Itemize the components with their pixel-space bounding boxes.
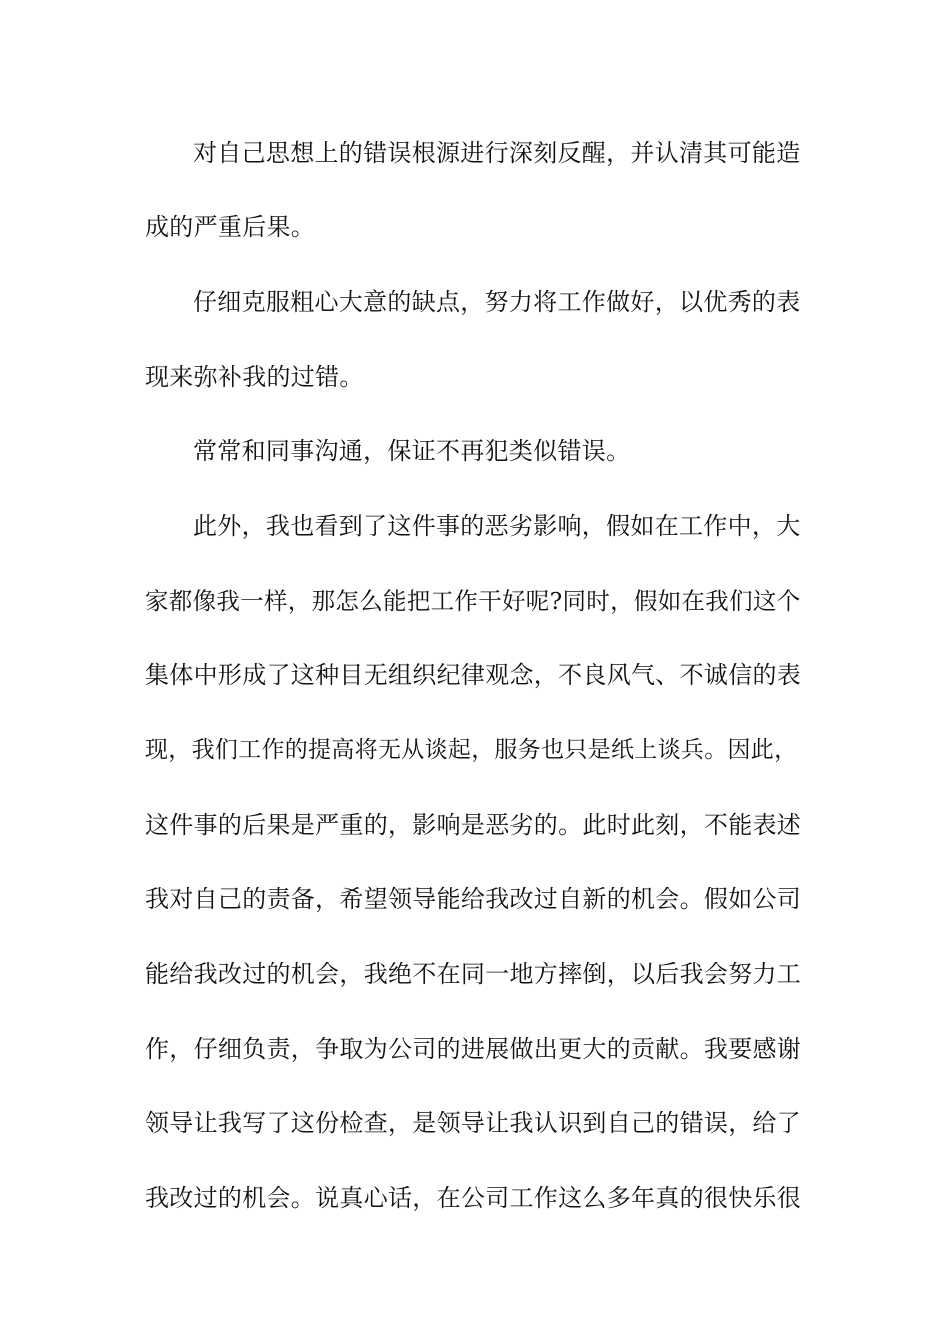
text-line-14: 领导让我写了这份检查，是领导让我认识到自己的错误，给了	[145, 1109, 802, 1137]
text-line-12: 能给我改过的机会，我绝不在同一地方摔倒，以后我会努力工	[145, 960, 802, 988]
text-line-11: 我对自己的责备，希望领导能给我改过自新的机会。假如公司	[145, 885, 802, 913]
text-line-5: 常常和同事沟通，保证不再犯类似错误。	[193, 437, 631, 465]
text-line-9: 现，我们工作的提高将无从谈起，服务也只是纸上谈兵。因此，	[145, 737, 798, 763]
text-line-6: 此外，我也看到了这件事的恶劣影响，假如在工作中，大	[193, 512, 801, 540]
text-line-8: 集体中形成了这种目无组织纪律观念，不良风气、不诚信的表	[145, 661, 802, 689]
text-line-3: 仔细克服粗心大意的缺点，努力将工作做好，以优秀的表	[193, 288, 801, 316]
text-line-10: 这件事的后果是严重的，影响是恶劣的。此时此刻，不能表述	[145, 811, 802, 839]
text-line-4: 现来弥补我的过错。	[145, 363, 364, 391]
text-line-2: 成的严重后果。	[145, 213, 316, 241]
text-line-7: 家都像我一样，那怎么能把工作干好呢?同时，假如在我们这个	[145, 587, 801, 615]
text-line-13: 作，仔细负责，争取为公司的进展做出更大的贡献。我要感谢	[145, 1035, 802, 1063]
text-line-1: 对自己思想上的错误根源进行深刻反醒，并认清其可能造	[193, 139, 801, 167]
text-line-15: 我改过的机会。说真心话，在公司工作这么多年真的很快乐很	[145, 1184, 802, 1212]
